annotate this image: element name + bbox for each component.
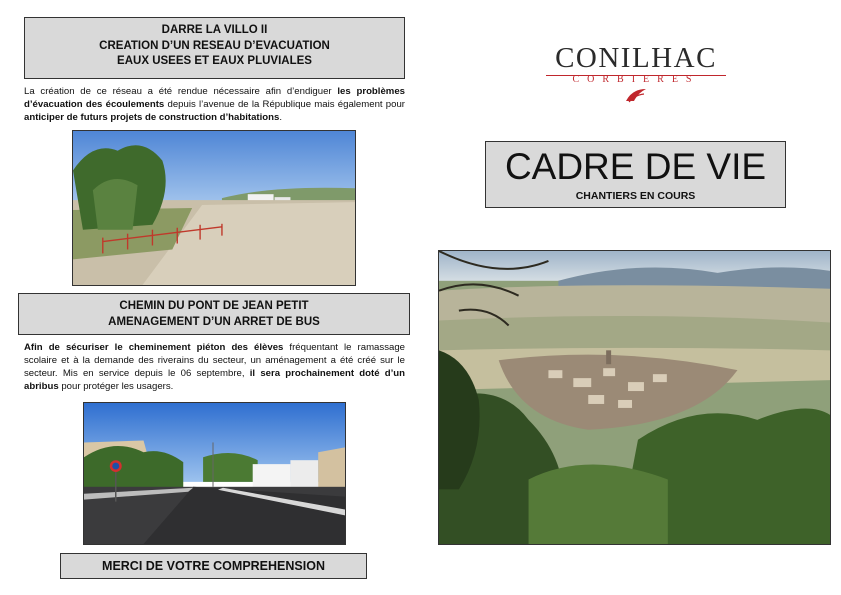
thanks-banner <box>60 553 367 579</box>
town-logo <box>538 40 734 104</box>
logo-leaf-icon <box>624 87 648 103</box>
heading-line: EAUX USEES ET EAUX PLUVIALES <box>117 55 312 67</box>
worksite-photo <box>72 130 356 286</box>
heading-line: CHEMIN DU PONT DE JEAN PETIT <box>119 300 309 312</box>
logo-subtitle: CORBIERES <box>572 74 700 85</box>
text-span: pour protéger les usagers. <box>58 381 174 392</box>
title-block <box>485 141 786 208</box>
text-span: La création de ce réseau a été rendue nécessaire afin d’endiguer <box>24 86 338 97</box>
text-span: depuis l’avenue de la République mais également pour <box>164 99 406 110</box>
bold-span: les problèmes d’évacuation des écoulements <box>24 86 405 110</box>
bold-span: Afin de sécuriser le cheminement piéton des élèves <box>24 342 284 353</box>
bold-span: anticiper de futurs projets de construction d’habitations <box>24 112 280 123</box>
thanks-text: MERCI DE VOTRE COMPREHENSION <box>102 559 325 573</box>
bus-stop-description <box>24 341 405 393</box>
heading-line: CREATION D’UN RESEAU D’EVACUATION <box>99 39 330 52</box>
bold-span: il sera prochainement doté d’un abribus <box>24 368 405 392</box>
heading-line: AMENAGEMENT D’UN ARRET DE BUS <box>108 315 320 328</box>
logo-name: CONILHAC <box>555 42 717 74</box>
text-span: fréquentant le ramassage scolaire et à la demande des riverains du secteur, un aménagement a été créé sur le secteur. Mis en service depuis le 06 septembre, <box>24 342 405 379</box>
page-title: CADRE DE VIE <box>504 146 767 187</box>
drainage-description <box>24 85 405 124</box>
village-panorama-photo <box>438 250 831 545</box>
text-span: . <box>279 112 282 123</box>
bus-stop-photo <box>83 402 346 545</box>
section-heading-bus-stop <box>18 293 410 335</box>
page-subtitle: CHANTIERS EN COURS <box>575 190 696 202</box>
heading-line: DARRE LA VILLO II <box>161 24 268 36</box>
section-heading-drainage-network <box>24 17 405 79</box>
